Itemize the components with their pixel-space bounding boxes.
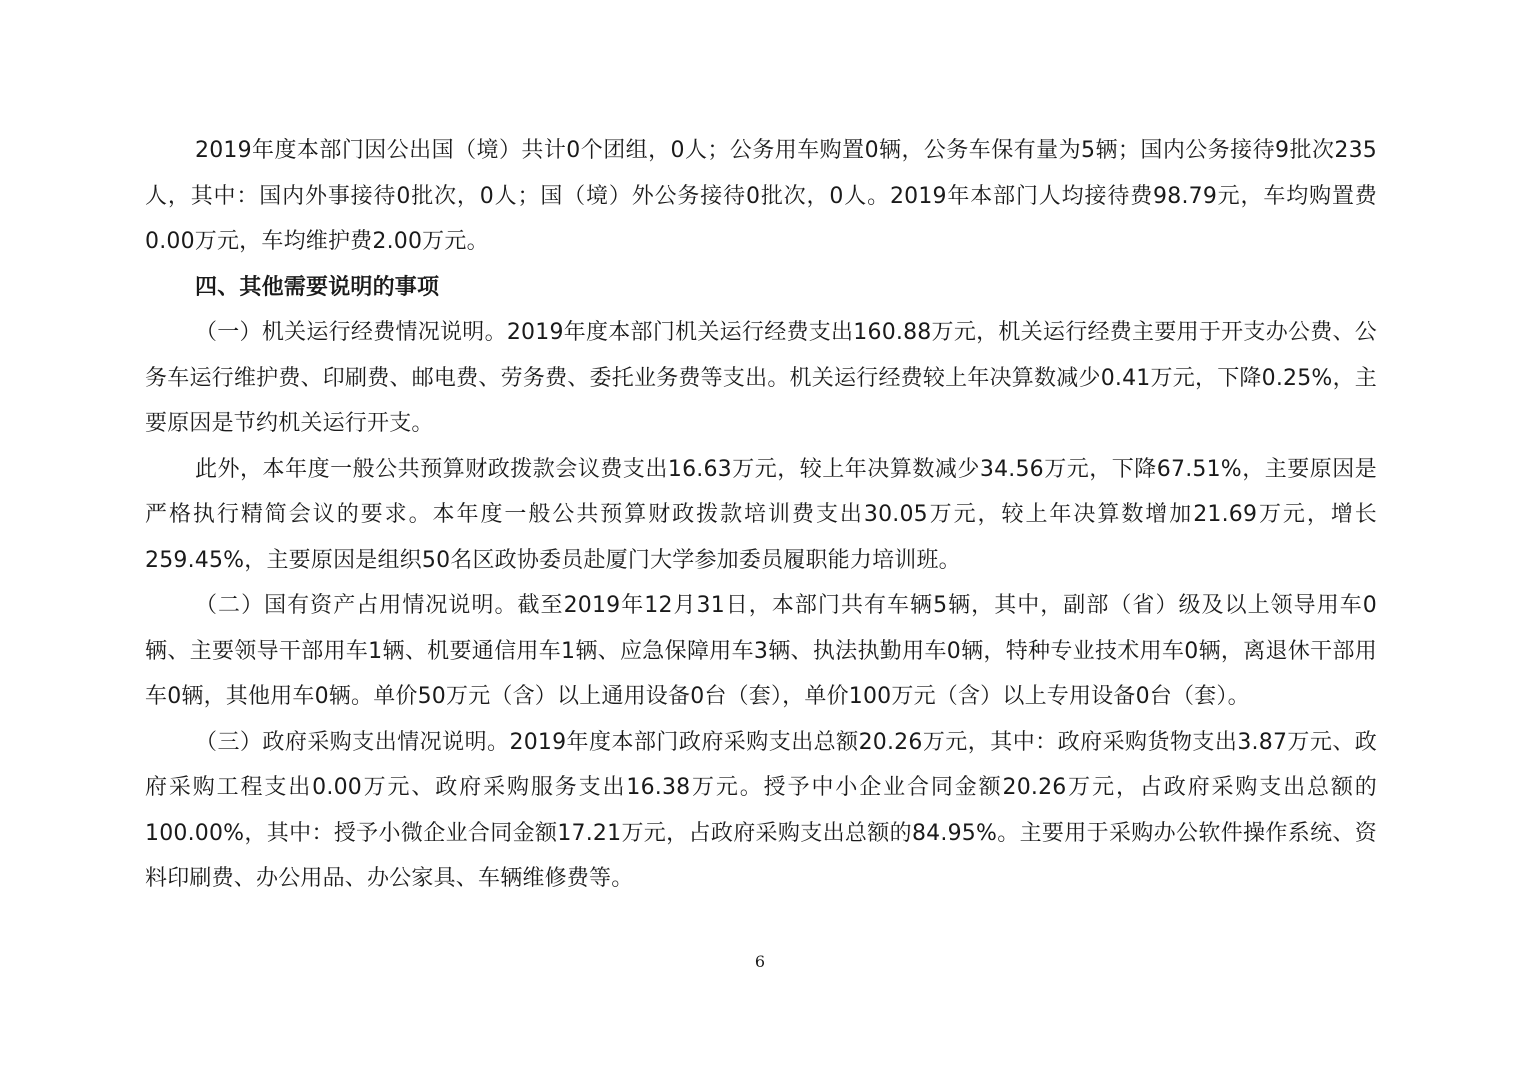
paragraph-operating-expenses: （一）机关运行经费情况说明。2019年度本部门机关运行经费支出160.88万元，机关运行经费主要用于开支办公费、公务车运行维护费、印刷费、邮电费、劳务费、委托业务费等支出。机关运行经费较上年决算数减少0.41万元，下降0.25%，主要原因是节约机关运行开支。	[145, 320, 1377, 436]
document-body	[145, 128, 1377, 902]
paragraph-overseas-and-vehicles: 2019年度本部门因公出国（境）共计0个团组，0人；公务用车购置0辆，公务车保有量为5辆；国内公务接待9批次235人，其中：国内外事接待0批次，0人；国（境）外公务接待0批次，0人。2019年本部门人均接待费98.79元，车均购置费0.00万元，车均维护费2.00万元。	[145, 138, 1377, 254]
page-number: 6	[754, 952, 766, 971]
paragraph-government-procurement: （三）政府采购支出情况说明。2019年度本部门政府采购支出总额20.26万元，其中：政府采购货物支出3.87万元、政府采购工程支出0.00万元、政府采购服务支出16.38万元。授予中小企业合同金额20.26万元，占政府采购支出总额的100.00%，其中：授予小微企业合同金额17.21万元，占政府采购支出总额的84.95%。主要用于采购办公软件操作系统、资料印刷费、办公用品、办公家具、车辆维修费等。	[145, 729, 1377, 891]
section-heading-other-matters: 四、其他需要说明的事项	[195, 274, 440, 300]
paragraph-state-assets: （二）国有资产占用情况说明。截至2019年12月31日，本部门共有车辆5辆，其中，副部（省）级及以上领导用车0辆、主要领导干部用车1辆、机要通信用车1辆、应急保障用车3辆、执法执勤用车0辆，特种专业技术用车0辆，离退休干部用车0辆，其他用车0辆。单价50万元（含）以上通用设备0台（套），单价100万元（含）以上专用设备0台（套）。	[145, 593, 1377, 709]
paragraph-meeting-training-fees: 此外，本年度一般公共预算财政拨款会议费支出16.63万元，较上年决算数减少34.56万元，下降67.51%，主要原因是严格执行精简会议的要求。本年度一般公共预算财政拨款培训费支出30.05万元，较上年决算数增加21.69万元，增长259.45%，主要原因是组织50名区政协委员赴厦门大学参加委员履职能力培训班。	[145, 456, 1377, 573]
